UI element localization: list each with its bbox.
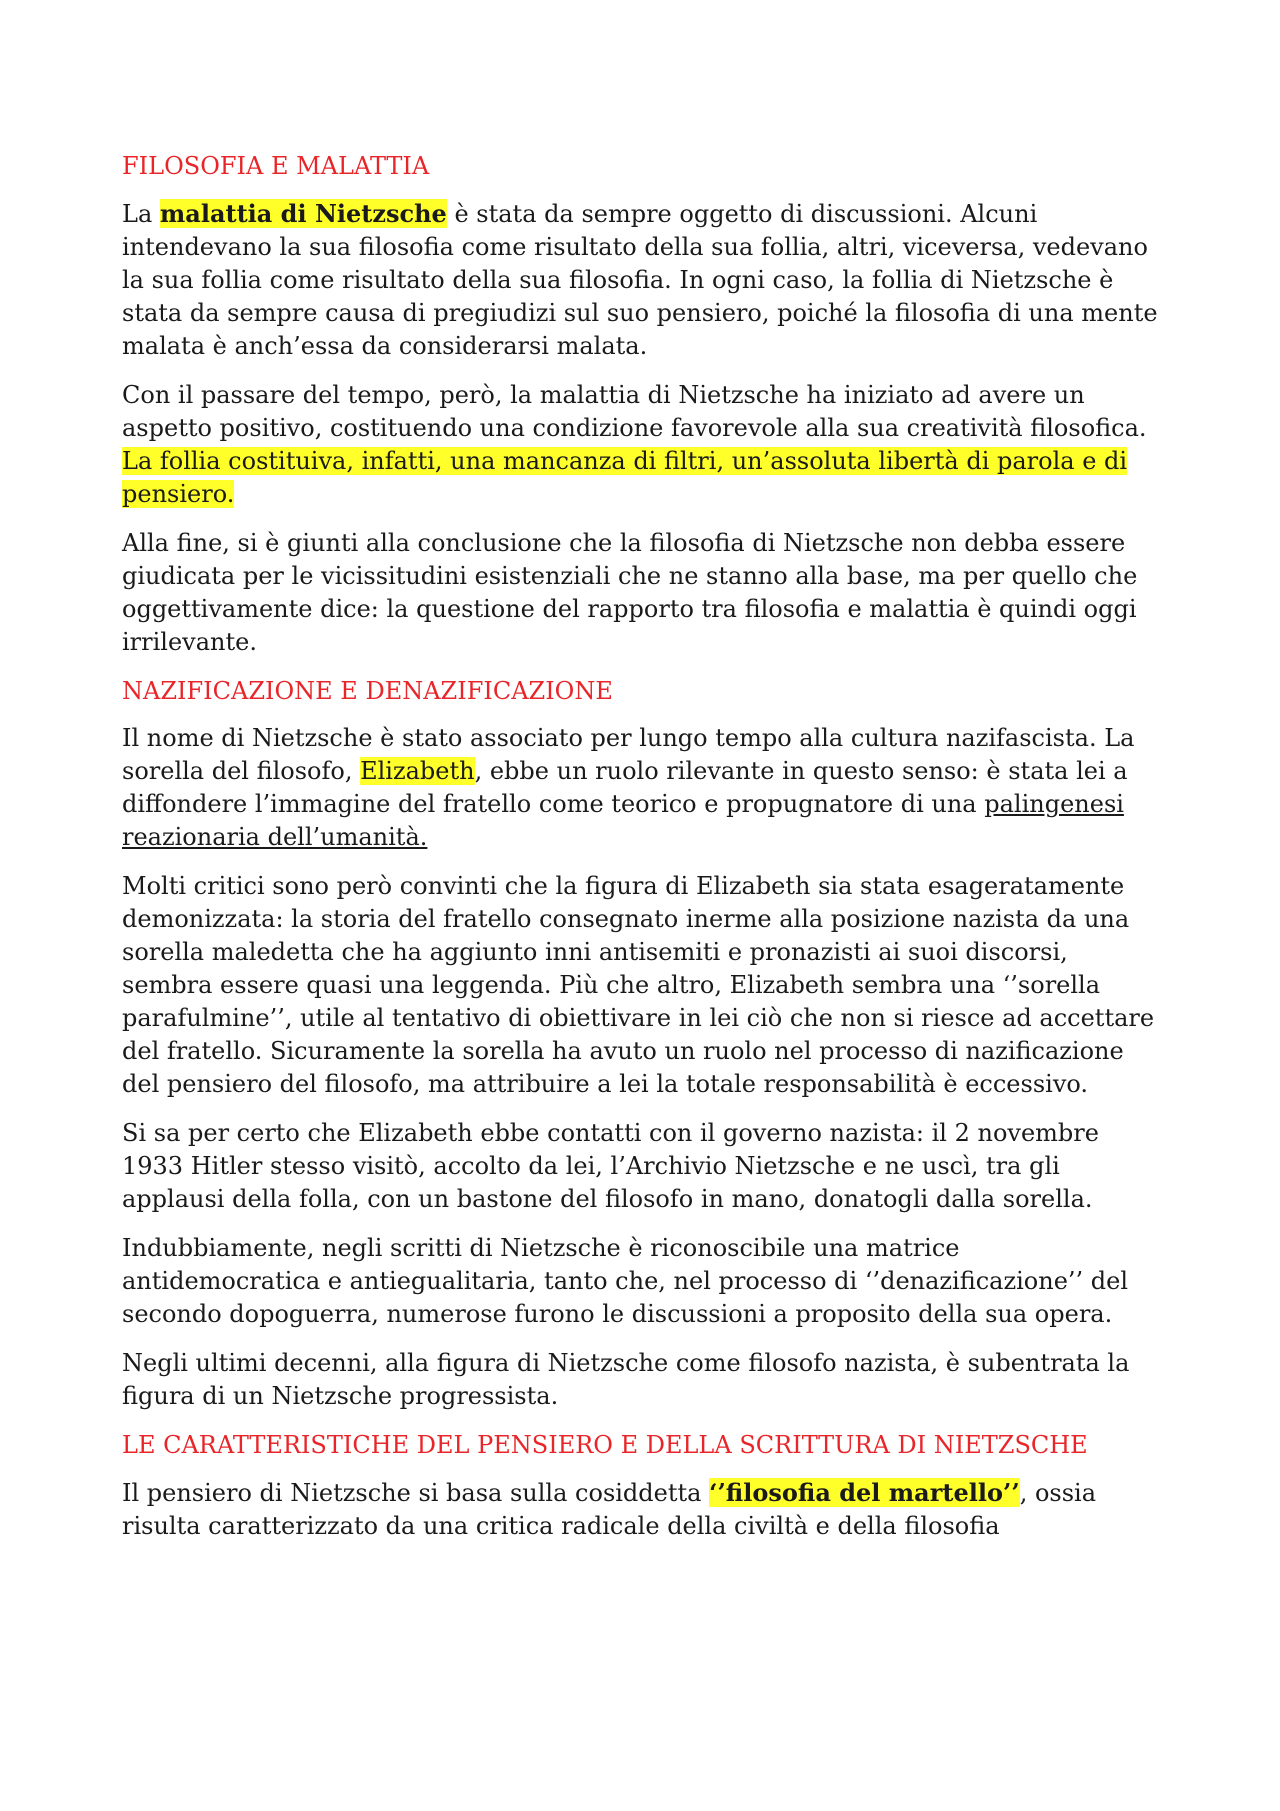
text: Il pensiero di Nietzsche si basa sulla cosiddetta	[122, 1479, 710, 1507]
paragraph: Indubbiamente, negli scritti di Nietzsche è riconoscibile una matrice antidemocratica e antiegualitaria, tanto che, nel processo di ‘’denazificazione’’ del secondo dopoguerra, numerose furono le discussioni a proposito della sua opera.	[122, 1234, 1129, 1328]
paragraph	[122, 722, 1165, 854]
paragraph: Si sa per certo che Elizabeth ebbe contatti con il governo nazista: il 2 novembre 1933 Hitler stesso visitò, accolto da lei, l’Archivio Nietzsche e ne uscì, tra gli applausi della folla, con un bastone del filosofo in mano, donatogli dalla sorella.	[122, 1119, 1099, 1213]
text: Il nome di Nietzsche è stato associato per lungo tempo alla cultura nazifascista. La sorella del filosofo,	[122, 724, 1135, 785]
highlighted-text: Elizabeth	[360, 757, 475, 785]
text: , ebbe un ruolo rilevante in questo senso: è stata lei a diffondere l’immagine del fratello come teorico e propugnatore di una	[122, 757, 1128, 818]
underlined-text: palingenesi reazionaria dell’umanità.	[122, 790, 1124, 851]
paragraph: Molti critici sono però convinti che la figura di Elizabeth sia stata esageratamente demonizzata: la storia del fratello consegnato inerme alla posizione nazista da una sorella maledetta che ha aggiunto inni antisemiti e pronazisti ai suoi discorsi, sembra essere quasi una leggenda. Più che altro, Elizabeth sembra una ‘’sorella parafulmine’’, utile al tentativo di obiettivare in lei ciò che non si riesce ad accettare del fratello. Sicuramente la sorella ha avuto un ruolo nel processo di nazificazione del pensiero del filosofo, ma attribuire a lei la totale responsabilità è eccessivo.	[122, 872, 1155, 1098]
highlighted-text: ‘’filosofia del martello’’	[709, 1478, 1020, 1507]
section-heading-caratteristiche: LE CARATTERISTICHE DEL PENSIERO E DELLA SCRITTURA DI NIETZSCHE	[122, 1431, 1088, 1459]
text: Con il passare del tempo, però, la malattia di Nietzsche ha iniziato ad avere un aspetto positivo, costituendo una condizione favorevole alla sua creatività filosofica.	[122, 381, 1147, 442]
highlighted-text: malattia di Nietzsche	[159, 199, 447, 228]
paragraph: Alla fine, si è giunti alla conclusione che la filosofia di Nietzsche non debba essere giudicata per le vicissitudini esistenziali che ne stanno alla base, ma per quello che oggettivamente dice: la questione del rapporto tra filosofia e malattia è quindi oggi irrilevante.	[122, 529, 1138, 656]
paragraph	[122, 1476, 1165, 1543]
paragraph	[122, 379, 1165, 511]
paragraph	[122, 197, 1165, 363]
text: , ossia risulta caratterizzato da una critica radicale della civiltà e della filosofia	[122, 1479, 1097, 1540]
highlighted-text: La follia costituiva, infatti, una mancanza di filtri, un’assoluta libertà di parola e di pensiero.	[122, 447, 1128, 508]
text: è stata da sempre oggetto di discussioni. Alcuni intendevano la sua filosofia come risultato della sua follia, altri, viceversa, vedevano la sua follia come risultato della sua filosofia. In ogni caso, la follia di Nietzsche è stata da sempre causa di pregiudizi sul suo pensiero, poiché la filosofia di una mente malata è anch’essa da considerarsi malata.	[122, 200, 1158, 360]
section-heading-filosofia-malattia: FILOSOFIA E MALATTIA	[122, 152, 430, 180]
paragraph: Negli ultimi decenni, alla figura di Nietzsche come filosofo nazista, è subentrata la figura di un Nietzsche progressista.	[122, 1349, 1130, 1410]
text: La	[122, 200, 160, 228]
section-heading-nazificazione: NAZIFICAZIONE E DENAZIFICAZIONE	[122, 677, 613, 705]
